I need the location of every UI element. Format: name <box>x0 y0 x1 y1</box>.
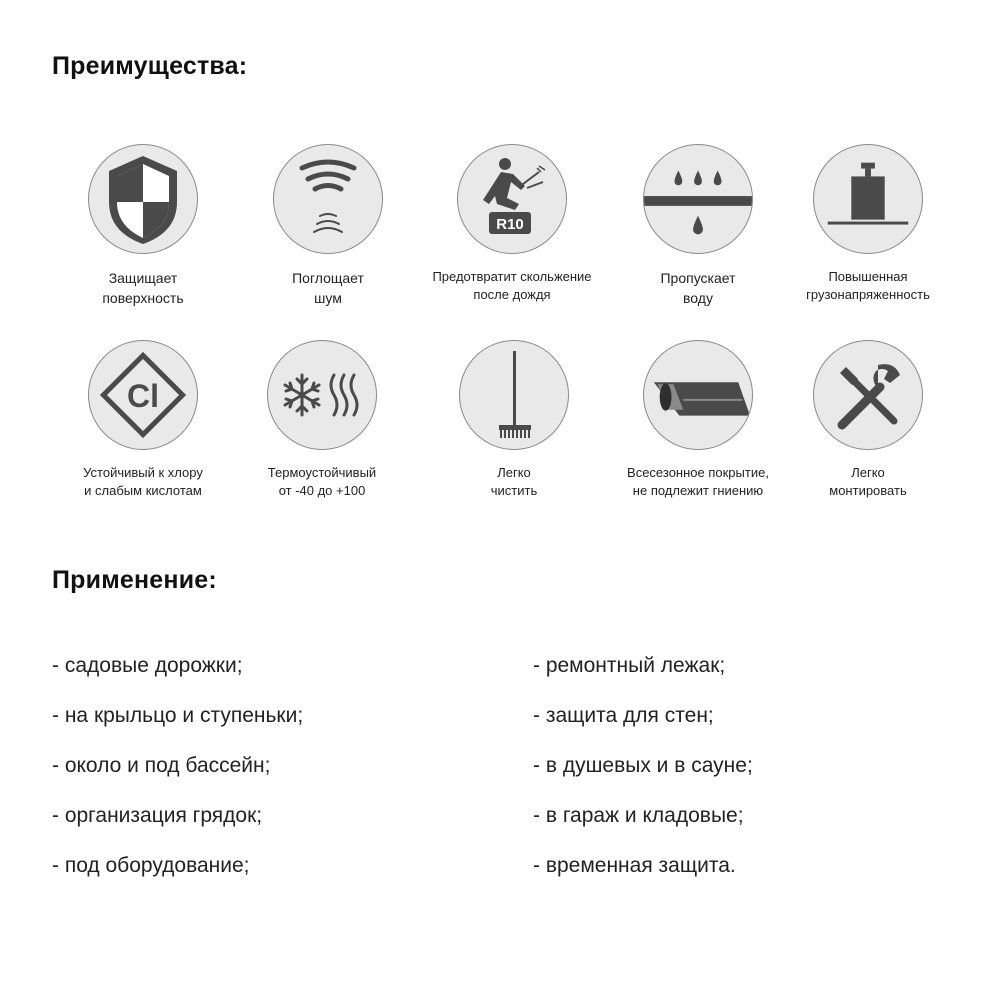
chlorine-symbol: Cl <box>127 378 159 414</box>
feature-label: Предотвратит скольжение после дождя <box>432 269 592 302</box>
tools-icon <box>813 340 923 450</box>
feature-label: Повышенная грузонапряженность <box>806 269 930 302</box>
feature-label: Пропускает воду <box>660 270 736 306</box>
applications-list-left <box>52 648 303 898</box>
list-item: - на крыльцо и ступеньки; <box>52 704 304 727</box>
feature-load-capacity <box>758 144 978 304</box>
list-item: - около и под бассейн; <box>52 754 271 777</box>
feature-label: Защищает поверхность <box>102 270 184 306</box>
list-item: - защита для стен; <box>533 704 714 727</box>
feature-label: Поглощает шум <box>292 270 364 306</box>
anti-slip-r10-icon <box>457 144 567 254</box>
snowflake-heat-icon <box>267 340 377 450</box>
water-permeable-icon <box>643 144 753 254</box>
applications-heading: Применение: <box>52 566 217 594</box>
list-item: - ремонтный лежак; <box>533 654 726 677</box>
applications-list-right <box>533 648 753 898</box>
list-item: - организация грядок; <box>52 804 263 827</box>
feature-easy-install <box>758 340 978 500</box>
feature-label: Термоустойчивый от -40 до +100 <box>267 465 377 498</box>
shield-icon <box>88 144 198 254</box>
broom-icon <box>459 340 569 450</box>
list-item: - под оборудование; <box>52 854 250 877</box>
advantages-heading: Преимущества: <box>52 52 248 80</box>
list-item: - садовые дорожки; <box>52 654 243 677</box>
feature-label: Устойчивый к хлору и слабым кислотам <box>83 465 203 498</box>
chlorine-icon <box>88 340 198 450</box>
feature-label: Всесезонное покрытие, не подлежит гниению <box>627 465 769 498</box>
roll-icon <box>643 340 753 450</box>
feature-label: Легко чистить <box>490 465 538 498</box>
weight-icon <box>813 144 923 254</box>
feature-heat-resistant <box>212 340 432 500</box>
list-item: - временная защита. <box>533 854 736 877</box>
r10-badge: R10 <box>496 216 524 233</box>
feature-label: Легко монтировать <box>829 465 907 498</box>
list-item: - в гараж и кладовые; <box>533 804 744 827</box>
list-item: - в душевых и в сауне; <box>533 754 753 777</box>
sound-waves-icon <box>273 144 383 254</box>
